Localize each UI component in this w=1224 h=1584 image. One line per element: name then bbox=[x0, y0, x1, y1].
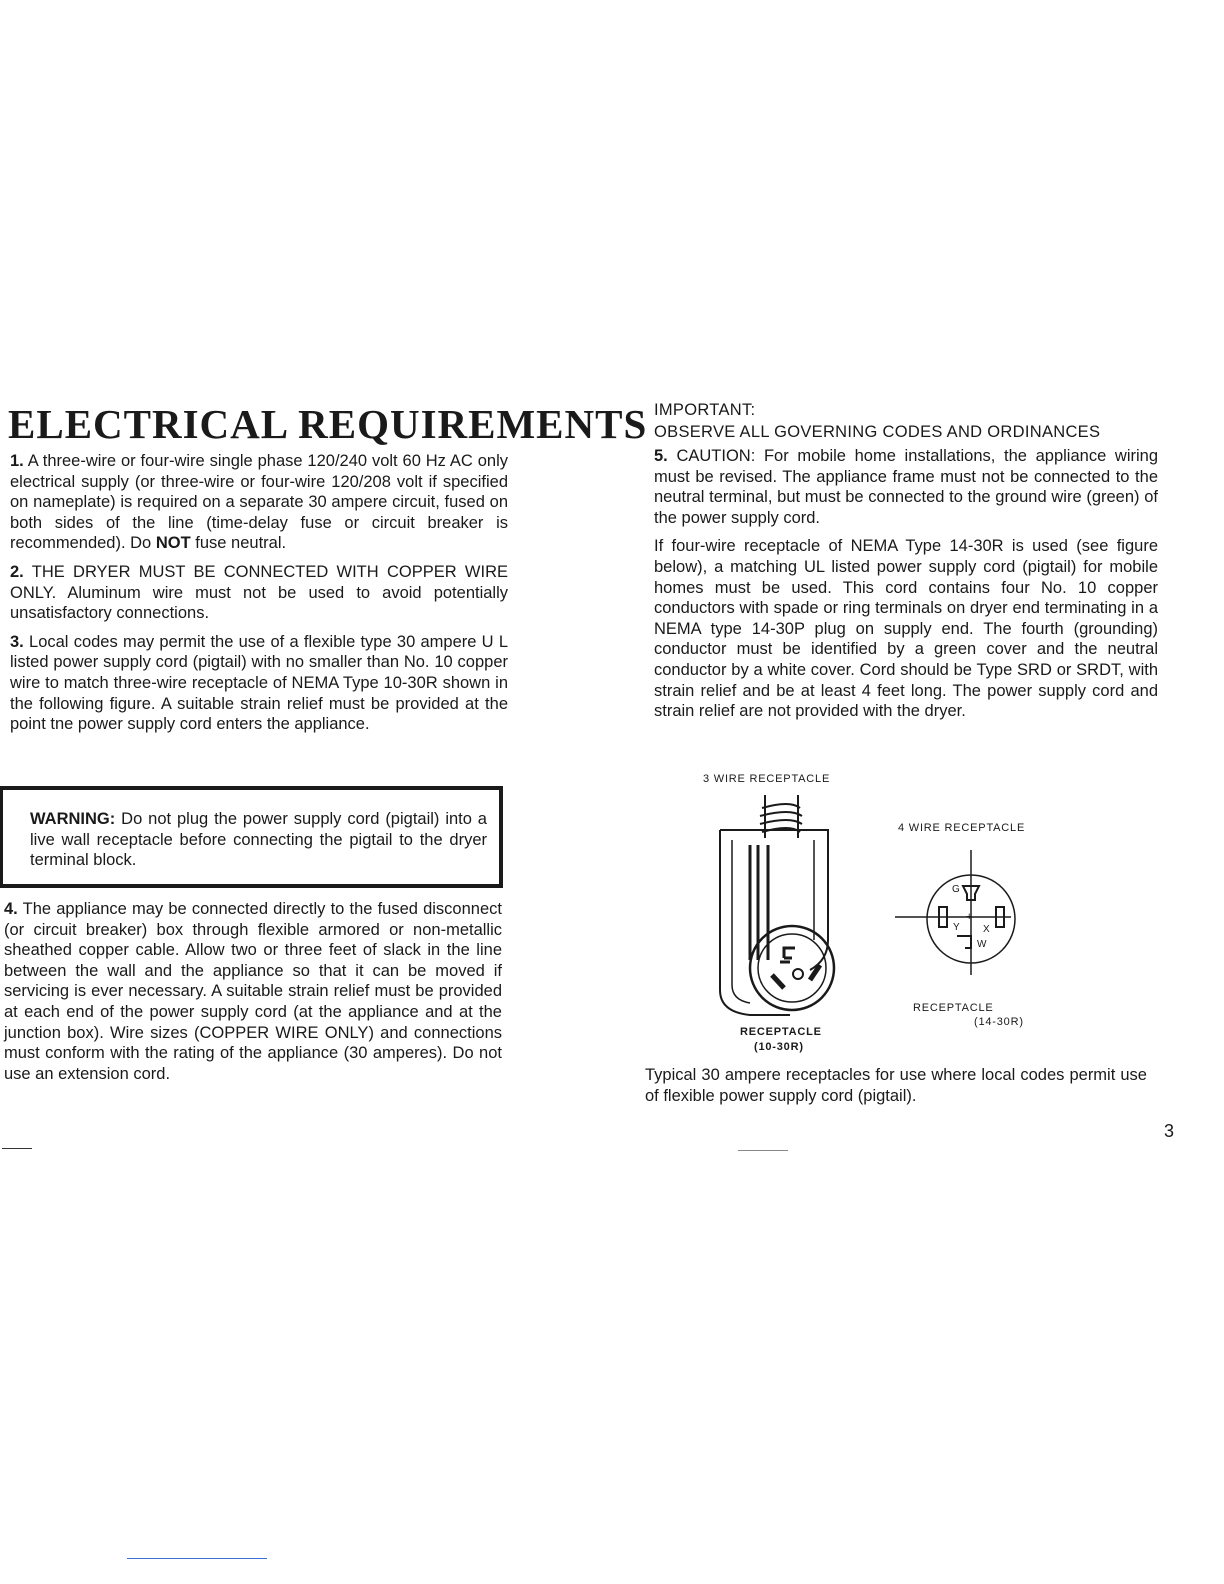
fig4-center-mark: + bbox=[966, 911, 973, 923]
item-2-number: 2. bbox=[10, 562, 24, 581]
fig4-g-label: G bbox=[952, 884, 960, 895]
item-5 bbox=[654, 446, 1158, 528]
warning-body: Do not plug the power supply cord (pigtail) into a live wall receptacle before connecting the pigtail to the dryer terminal block. bbox=[30, 810, 487, 870]
item-4-text: The appliance may be connected directly to the fused disconnect (or circuit breaker) box through flexible armored or non-metallic sheathed copper cable. Allow two or three feet of slack in the line between the wall and the appliance so that it can be moved if servicing is ever necessary. A suitable strain relief must be provided at each end of the power supply cord (at the appliance and at the junction box). Wire sizes (COPPER WIRE ONLY) and connections must conform with the rating of the appliance (30 amperes). Do not use an extension cord. bbox=[4, 900, 502, 1083]
item-3-text: Local codes may permit the use of a flexible type 30 ampere U L listed power supply cord (pigtail) with no smaller than No. 10 copper wire to match three-wire receptacle of NEMA Type 10-30R shown in the following figure. A suitable strain relief must be provided at the point tne power supply cord enters the appliance. bbox=[10, 632, 509, 734]
item-4 bbox=[4, 899, 502, 1084]
item-1-tail: fuse neutral. bbox=[195, 534, 287, 553]
item-5-label: CAUTION: bbox=[676, 447, 756, 465]
nema-paragraph: If four-wire receptacle of NEMA Type 14-30R is used (see figure below), a matching UL listed power supply cord (pigtail) for mobile homes must be used. This cord contains four No. 10 copper conductors with spade or ring terminals on dryer end terminating in a NEMA type 14-30P plug on supply end. The fourth (grounding) conductor must be identified by a green cover and the neutral conductor by a white cover. Cord should be Type SRD or SRDT, with strain relief and be at least 4 feet long. The power supply cord and strain relief are not provided with the dryer. bbox=[654, 537, 1158, 721]
item-2 bbox=[10, 562, 508, 624]
scan-mark-center bbox=[738, 1150, 788, 1151]
fig4-code: (14-30R) bbox=[974, 1016, 1024, 1028]
important-heading: IMPORTANT: bbox=[654, 401, 756, 419]
three-wire-receptacle-illustration bbox=[710, 790, 860, 1030]
warning-box bbox=[0, 786, 503, 888]
bottom-rule bbox=[127, 1558, 267, 1559]
fig4-x-label: X bbox=[983, 924, 990, 935]
fig3-label: RECEPTACLE bbox=[740, 1026, 822, 1038]
figure-caption: Typical 30 ampere receptacles for use where local codes permit use of flexible power supply cord (pigtail). bbox=[645, 1066, 1147, 1105]
observe-heading: OBSERVE ALL GOVERNING CODES AND ORDINANCES bbox=[654, 423, 1101, 441]
item-3 bbox=[10, 632, 508, 735]
item-1 bbox=[10, 451, 508, 554]
right-column bbox=[654, 399, 1158, 722]
fig4-w-label: W bbox=[977, 939, 987, 950]
left-column bbox=[10, 451, 508, 735]
warning-label: WARNING: bbox=[30, 810, 116, 828]
fig3-title: 3 WIRE RECEPTACLE bbox=[703, 773, 831, 785]
item-1-text: A three-wire or four-wire single phase 120/240 volt 60 Hz AC only electrical supply (or three-wire or four-wire 120/208 volt if specified on nameplate) is required on a separate 30 ampere circuit, fused on both sides of the line (time-delay fuse or circuit breaker is recommended). Do bbox=[10, 452, 508, 553]
item-5-number: 5. bbox=[654, 447, 668, 465]
left-column-continued bbox=[4, 899, 502, 1084]
item-5-text: For mobile home installations, the appliance wiring must be revised. The appliance frame must not be connected to the neutral terminal, but must be connected to the ground wire (green) of the power supply cord. bbox=[654, 447, 1159, 527]
fig4-title: 4 WIRE RECEPTACLE bbox=[898, 822, 1026, 834]
four-wire-receptacle-diagram bbox=[895, 850, 1025, 990]
fig4-y-label: Y bbox=[953, 922, 960, 933]
item-3-number: 3. bbox=[10, 632, 24, 651]
scan-mark-left bbox=[2, 1148, 32, 1149]
item-2-text: THE DRYER MUST BE CONNECTED WITH COPPER WIRE ONLY. Aluminum wire must not be used to avoid potentially unsatisfactory connections. bbox=[10, 562, 508, 623]
fig3-code: (10-30R) bbox=[754, 1041, 804, 1053]
item-4-number: 4. bbox=[4, 900, 18, 918]
item-1-bold: NOT bbox=[155, 534, 191, 553]
warning-text bbox=[30, 809, 487, 871]
item-1-number: 1. bbox=[10, 452, 24, 470]
page-title: ELECTRICAL REQUIREMENTS bbox=[8, 401, 648, 447]
fig4-label: RECEPTACLE bbox=[913, 1002, 994, 1014]
page-number: 3 bbox=[1164, 1121, 1175, 1141]
